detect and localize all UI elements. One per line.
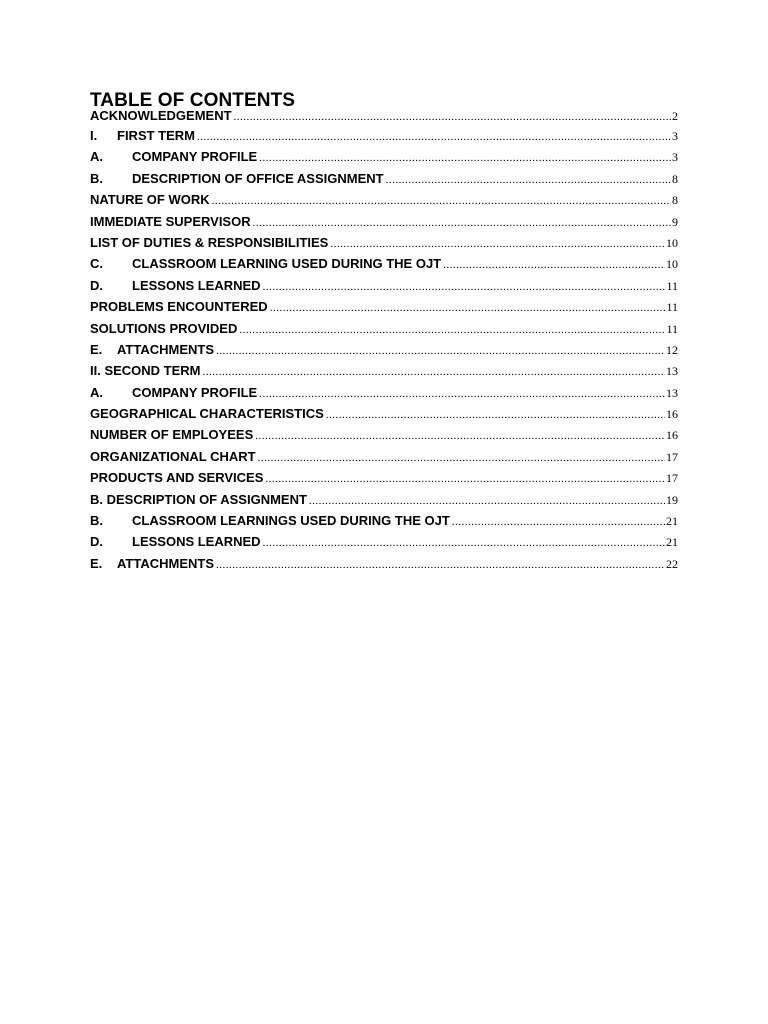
toc-entry-page-number: 10 (666, 235, 678, 250)
toc-entry-text: ATTACHMENTS (117, 341, 215, 357)
toc-entry-page-number: 8 (672, 193, 678, 208)
dot-leader (452, 516, 665, 528)
toc-entry-label (90, 214, 251, 229)
dot-leader (255, 430, 665, 442)
toc-entry-page-number: 16 (666, 407, 678, 422)
toc-entry-page-number: 11 (666, 321, 678, 336)
toc-entry-label (90, 149, 257, 164)
toc-entry-label (90, 278, 261, 293)
toc-entry-text: ORGANIZATIONAL CHART (90, 448, 256, 464)
toc-entry[interactable] (90, 470, 678, 491)
dot-leader (234, 111, 671, 123)
toc-entry[interactable] (90, 299, 678, 320)
toc-entry-text: ACKNOWLEDGEMENT (90, 108, 232, 123)
dot-leader (330, 238, 665, 250)
toc-entry[interactable] (90, 108, 678, 128)
document-page (90, 90, 678, 577)
toc-entry-text: COMPANY PROFILE (132, 384, 258, 400)
toc-entry-text: FIRST TERM (117, 128, 195, 143)
toc-entry-number: C. (90, 256, 103, 272)
toc-entry-text: LESSONS LEARNED (132, 534, 261, 550)
toc-entry-number: B. (90, 170, 103, 186)
toc-entry-label (90, 171, 384, 186)
toc-entry[interactable] (90, 171, 678, 192)
toc-entry-number: E. (90, 555, 103, 571)
dot-leader (263, 281, 666, 293)
toc-entry-label (90, 385, 257, 400)
toc-entry-text: GEOGRAPHICAL CHARACTERISTICS (90, 406, 324, 422)
toc-entry-label (90, 128, 195, 143)
toc-entry-number: D. (90, 277, 103, 293)
toc-entry[interactable] (90, 342, 678, 363)
dot-leader (212, 195, 671, 207)
toc-entry-label (90, 321, 237, 336)
toc-entry-number: E. (90, 341, 103, 357)
dot-leader (386, 174, 671, 186)
toc-entry[interactable] (90, 556, 678, 577)
toc-entry-text: PROBLEMS ENCOUNTERED (90, 299, 268, 315)
toc-entry-label (90, 470, 263, 485)
toc-entry-number: I. (90, 128, 98, 143)
dot-leader (216, 345, 665, 357)
toc-entry-text: B. DESCRIPTION OF ASSIGNMENT (90, 491, 307, 507)
toc-entry[interactable] (90, 534, 678, 555)
dot-leader (443, 259, 665, 271)
toc-entry-label (90, 492, 307, 507)
toc-entry-number: A. (90, 149, 103, 165)
toc-entry-text: COMPANY PROFILE (132, 149, 258, 165)
toc-entry-label (90, 342, 214, 357)
toc-entry-text: LIST OF DUTIES & RESPONSIBILITIES (90, 234, 329, 250)
toc-entry-page-number: 19 (666, 492, 678, 507)
dot-leader (265, 473, 665, 485)
toc-entry-page-number: 8 (672, 171, 678, 186)
toc-entry-label (90, 235, 328, 250)
dot-leader (326, 409, 665, 421)
toc-entry-page-number: 11 (666, 300, 678, 315)
dot-leader (203, 366, 665, 378)
toc-entry-page-number: 13 (666, 364, 678, 379)
toc-entry-label (90, 427, 253, 442)
toc-entry-label (90, 108, 232, 123)
toc-entry-label (90, 556, 214, 571)
toc-entry[interactable] (90, 149, 678, 170)
dot-leader (197, 131, 671, 143)
toc-entry-text: LESSONS LEARNED (132, 277, 261, 293)
toc-entry-label (90, 299, 268, 314)
toc-entry-text: SOLUTIONS PROVIDED (90, 320, 238, 336)
toc-entry[interactable] (90, 406, 678, 427)
toc-entry-text: IMMEDIATE SUPERVISOR (90, 213, 251, 229)
toc-entry-page-number: 11 (666, 278, 678, 293)
toc-entry-page-number: 16 (666, 428, 678, 443)
toc-entry-number: A. (90, 384, 103, 400)
toc-entry-label (90, 256, 441, 271)
toc-list (90, 108, 678, 577)
toc-entry-page-number: 13 (666, 385, 678, 400)
toc-entry-label (90, 513, 450, 528)
toc-entry-page-number: 3 (672, 129, 678, 143)
toc-entry-text: CLASSROOM LEARNING USED DURING THE OJT (132, 256, 442, 272)
dot-leader (263, 537, 665, 549)
toc-entry[interactable] (90, 427, 678, 448)
toc-entry[interactable] (90, 492, 678, 513)
toc-entry[interactable] (90, 256, 678, 277)
toc-entry-text: NUMBER OF EMPLOYEES (90, 427, 254, 443)
toc-entry-number: B. (90, 513, 103, 529)
toc-entry-page-number: 21 (666, 514, 678, 529)
toc-entry-label (90, 406, 324, 421)
toc-entry[interactable] (90, 278, 678, 299)
toc-entry[interactable] (90, 192, 678, 213)
toc-entry-page-number: 9 (672, 214, 678, 229)
dot-leader (258, 452, 665, 464)
toc-entry-page-number: 21 (666, 535, 678, 550)
toc-entry-page-number: 17 (666, 449, 678, 464)
toc-entry[interactable] (90, 128, 678, 149)
dot-leader (216, 559, 665, 571)
dot-leader (270, 302, 666, 314)
toc-entry-page-number: 3 (672, 150, 678, 165)
toc-entry-text: NATURE OF WORK (90, 192, 210, 208)
toc-entry[interactable] (90, 321, 678, 342)
dot-leader (259, 388, 665, 400)
toc-entry-number: D. (90, 534, 103, 550)
toc-entry[interactable] (90, 363, 678, 384)
toc-title: TABLE OF CONTENTS (90, 90, 296, 111)
toc-entry-page-number: 10 (666, 257, 678, 272)
dot-leader (309, 495, 665, 507)
toc-entry-text: II. SECOND TERM (90, 363, 201, 379)
toc-entry[interactable] (90, 235, 678, 256)
toc-entry-text: CLASSROOM LEARNINGS USED DURING THE OJT (132, 513, 450, 529)
toc-entry-text: DESCRIPTION OF OFFICE ASSIGNMENT (132, 170, 384, 186)
dot-leader (253, 217, 671, 229)
toc-entry-label (90, 192, 210, 207)
toc-entry[interactable] (90, 513, 678, 534)
dot-leader (239, 324, 665, 336)
toc-entry-label (90, 534, 261, 549)
toc-entry-text: ATTACHMENTS (117, 555, 215, 571)
toc-entry-page-number: 22 (666, 556, 678, 571)
toc-entry-page-number: 2 (672, 109, 678, 123)
toc-entry-text: PRODUCTS AND SERVICES (90, 470, 264, 486)
toc-entry-label (90, 449, 256, 464)
toc-entry[interactable] (90, 385, 678, 406)
toc-entry[interactable] (90, 449, 678, 470)
toc-entry-page-number: 12 (666, 342, 678, 357)
toc-entry-label (90, 363, 201, 378)
dot-leader (259, 152, 671, 164)
toc-entry-page-number: 17 (666, 471, 678, 486)
toc-entry[interactable] (90, 214, 678, 235)
